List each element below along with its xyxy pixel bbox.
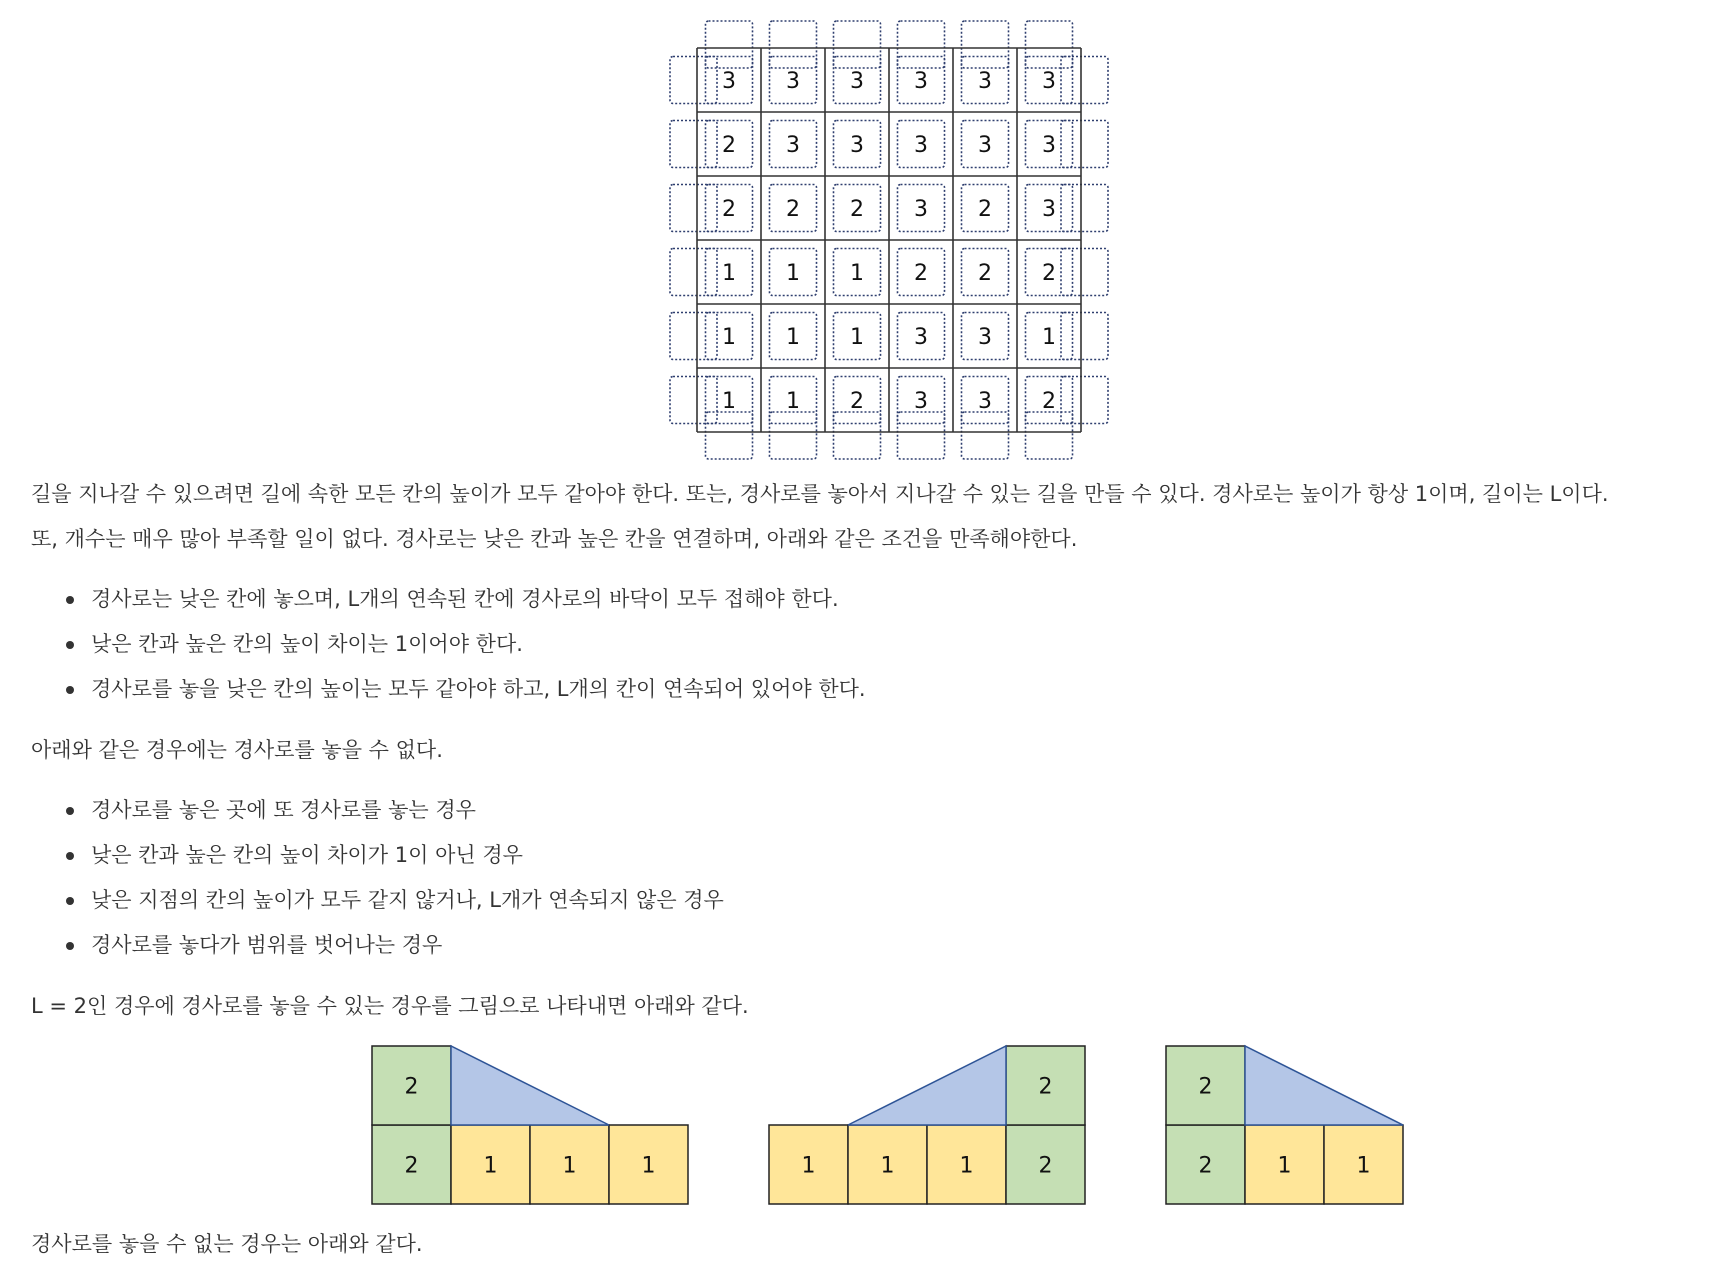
block-value: 2 [1198, 1153, 1213, 1179]
dotted-ghost-bottom [898, 412, 945, 459]
block-value: 2 [1038, 1074, 1053, 1100]
ramp-examples-figure [0, 1040, 1722, 1210]
invalid-case-item: 낮은 칸과 높은 칸의 높이 차이가 1이 아닌 경우 [31, 833, 724, 878]
dotted-ghost-left [670, 57, 717, 104]
block-value: 2 [1038, 1153, 1053, 1179]
height-value: 1 [786, 261, 800, 286]
dotted-ghost-bottom [770, 412, 817, 459]
ramp-slope [451, 1046, 609, 1125]
invalid-example-intro: 경사로를 놓을 수 없는 경우는 아래와 같다. [31, 1232, 423, 1256]
condition-item: 경사로를 놓을 낮은 칸의 높이는 모두 같아야 하고, L개의 칸이 연속되어 있어야 한다. [31, 667, 866, 712]
ramp-example [769, 1046, 1085, 1204]
height-value: 3 [978, 133, 992, 158]
dotted-ghost-left [670, 121, 717, 168]
height-value: 1 [722, 261, 736, 286]
height-value: 2 [1042, 389, 1056, 414]
ramp-example [372, 1046, 688, 1204]
dotted-ghost-right [1061, 377, 1108, 424]
dotted-ghost-right [1061, 57, 1108, 104]
dotted-ghost-right [1061, 185, 1108, 232]
condition-item: 낮은 칸과 높은 칸의 높이 차이는 1이어야 한다. [31, 622, 866, 667]
block-value: 2 [1198, 1074, 1213, 1100]
dotted-ghost-left [670, 377, 717, 424]
height-value: 2 [850, 389, 864, 414]
height-value: 2 [978, 197, 992, 222]
height-value: 3 [978, 69, 992, 94]
block-value: 1 [641, 1153, 656, 1179]
height-value: 2 [1042, 261, 1056, 286]
height-value: 3 [914, 325, 928, 350]
height-value: 3 [978, 325, 992, 350]
block-value: 2 [404, 1153, 419, 1179]
height-value: 1 [1042, 325, 1056, 350]
dotted-ghost-left [670, 313, 717, 360]
condition-item: 경사로는 낮은 칸에 놓으며, L개의 연속된 칸에 경사로의 바닥이 모두 접해야 한다. [31, 577, 866, 622]
height-value: 3 [978, 389, 992, 414]
dotted-ghost-right [1061, 121, 1108, 168]
block-value: 1 [1277, 1153, 1292, 1179]
height-value: 3 [722, 69, 736, 94]
height-value: 2 [978, 261, 992, 286]
height-value: 3 [914, 197, 928, 222]
height-value: 2 [850, 197, 864, 222]
block-value: 1 [801, 1153, 816, 1179]
height-value: 1 [850, 261, 864, 286]
block-value: 1 [1356, 1153, 1371, 1179]
height-value: 3 [786, 133, 800, 158]
intro-line-1: 길을 지나갈 수 있으려면 길에 속한 모든 칸의 높이가 모두 같아야 한다. 또는, 경사로를 놓아서 지나갈 수 있는 길을 만들 수 있다. 경사로는 높이가 항상 1이며, 길이는 L이다. [31, 482, 1609, 506]
dotted-ghost-top [898, 21, 945, 68]
height-value: 3 [914, 69, 928, 94]
dotted-ghost-top [770, 21, 817, 68]
height-value: 2 [722, 133, 736, 158]
ramp-example [1166, 1046, 1403, 1204]
height-value: 3 [850, 69, 864, 94]
invalid-intro: 아래와 같은 경우에는 경사로를 놓을 수 없다. [31, 738, 443, 762]
height-value: 3 [914, 389, 928, 414]
dotted-ghost-left [670, 249, 717, 296]
ramp-slope [848, 1046, 1006, 1125]
dotted-ghost-top [834, 21, 881, 68]
height-value: 1 [786, 325, 800, 350]
invalid-case-item: 경사로를 놓은 곳에 또 경사로를 놓는 경우 [31, 788, 724, 833]
height-value: 3 [914, 133, 928, 158]
dotted-ghost-right [1061, 313, 1108, 360]
height-value: 3 [1042, 69, 1056, 94]
height-value: 2 [786, 197, 800, 222]
ramp-examples-svg [0, 1040, 1722, 1210]
dotted-ghost-top [962, 21, 1009, 68]
height-value: 1 [722, 389, 736, 414]
conditions-list [31, 577, 866, 712]
height-value: 1 [786, 389, 800, 414]
block-value: 1 [959, 1153, 974, 1179]
ramp-slope [1245, 1046, 1403, 1125]
dotted-ghost-bottom [1026, 412, 1073, 459]
height-value: 2 [722, 197, 736, 222]
height-value: 3 [1042, 197, 1056, 222]
height-value: 3 [1042, 133, 1056, 158]
block-value: 1 [562, 1153, 577, 1179]
block-value: 1 [483, 1153, 498, 1179]
block-value: 2 [404, 1074, 419, 1100]
block-value: 1 [880, 1153, 895, 1179]
dotted-ghost-top [706, 21, 753, 68]
height-value: 2 [914, 261, 928, 286]
intro-line-2: 또, 개수는 매우 많아 부족할 일이 없다. 경사로는 낮은 칸과 높은 칸을 연결하며, 아래와 같은 조건을 만족해야한다. [31, 527, 1078, 551]
invalid-case-item: 경사로를 놓다가 범위를 벗어나는 경우 [31, 923, 724, 968]
height-value: 1 [722, 325, 736, 350]
height-map-svg [667, 18, 1107, 458]
invalid-cases-list [31, 788, 724, 968]
dotted-ghost-bottom [834, 412, 881, 459]
dotted-ghost-right [1061, 249, 1108, 296]
dotted-ghost-bottom [962, 412, 1009, 459]
height-value: 3 [786, 69, 800, 94]
example-intro: L = 2인 경우에 경사로를 놓을 수 있는 경우를 그림으로 나타내면 아래와 같다. [31, 994, 749, 1018]
invalid-case-item: 낮은 지점의 칸의 높이가 모두 같지 않거나, L개가 연속되지 않은 경우 [31, 878, 724, 923]
dotted-ghost-bottom [706, 412, 753, 459]
height-value: 3 [850, 133, 864, 158]
dotted-ghost-left [670, 185, 717, 232]
dotted-ghost-top [1026, 21, 1073, 68]
height-value: 1 [850, 325, 864, 350]
height-map-figure [667, 18, 1107, 458]
